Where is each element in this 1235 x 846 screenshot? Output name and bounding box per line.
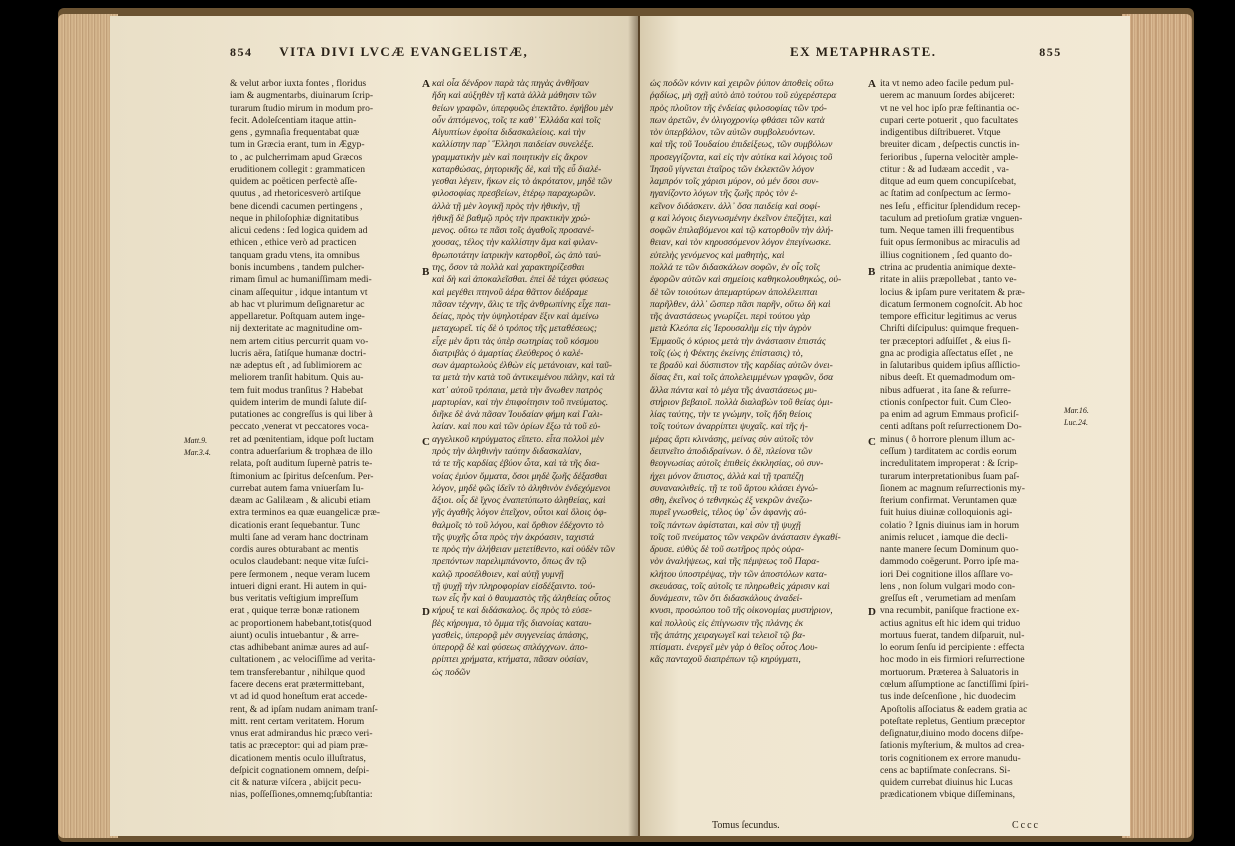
text-line: δυνάμεσιν, τῶν ὅτι διδασκάλους ἀναδεί- <box>650 593 803 605</box>
text-line: ceſſum ) tarditatem ac cordis eorum <box>880 445 1017 457</box>
text-line: centi adſtans poſt reſurrectionem Do- <box>880 421 1022 433</box>
text-line: τὸν ὑπερβάλον, τῶν αὐτῶν συμβολευόντων. <box>650 127 816 139</box>
text-line: νὸν ἀναλήψεως, καὶ τῆς πέμψεως τοῦ Παρα- <box>650 556 820 568</box>
text-line: alicui cedens : ſed logica quidem ad <box>230 225 368 237</box>
text-line: ῥᾳδίως, μὴ σχῇ αὐτὸ ἀπὸ τούτου τοῦ εὐχερέστερα <box>650 90 837 102</box>
text-line: εὐτελὴς γενόμενος καὶ μαθητὴς, καὶ <box>650 249 785 261</box>
text-line: ἠθικῇ δὲ βαθμῷ πρὸς τὴν πρακτικὴν χρώ- <box>432 212 591 224</box>
text-line: τε πρὸς τὴν ἀλήθειαν μετετίθεντο, καὶ οὐδὲν τῶν <box>432 544 615 556</box>
text-line: παρῆλθεν, ἀλλ᾽ ὥσπερ πᾶσι παρῆν, οὕτω δὴ καὶ <box>650 298 831 310</box>
text-line: ὑπερορᾷ δὲ καὶ φύσεως σπλάγχνων. ἀπο- <box>432 642 588 654</box>
text-line: nibus deeſt. Et quemadmodum om- <box>880 372 1016 384</box>
text-line: πρὸς πλοῦτον τῆς ἐνδείας φιλοσοφίας τῶν τρό- <box>650 102 827 114</box>
text-line: relata, poſt auditum ſupernè patris te- <box>230 458 373 470</box>
text-line: taculum ad pretioſum gratiæ vnguen- <box>880 212 1023 224</box>
text-line: neque in philoſophiæ dignitatibus <box>230 212 359 224</box>
left-page-header <box>230 44 528 60</box>
text-line: iam & augmentarbs, diuinarum ſcrip- <box>230 90 374 102</box>
text-line: aiunt) oculis intuebantur , & arre- <box>230 629 359 641</box>
text-line: ηγανίζοντο λόγων τῆς ζωῆς πρὸς τὸν ἐ- <box>650 188 798 200</box>
text-line: iori Dei cognitione illos aſſlare vo- <box>880 568 1013 580</box>
text-line: μετὰ Κλεόπα εἰς Ἱερουσαλὴμ εἰς τὴν ἀγρὸν <box>650 323 812 335</box>
text-line: πολλά τε τῶν διδασκάλων σοφῶν, ἐν οἷς τοῖς <box>650 261 821 273</box>
text-line: erat , quique terræ bonæ rationem <box>230 605 360 617</box>
text-line: cit & naturæ viſcera , abijcit pecu- <box>230 777 362 789</box>
text-line: τοῖς τούτων ἀναρρίπτει ψυχαῖς. καὶ τῆς ἡ- <box>650 421 808 433</box>
text-line: Apoſtolis aſſociatus & eadem gratia ac <box>880 703 1028 715</box>
text-line: μέρας ἄρτι κλινάσης, μείνας σὺν αὐτοῖς τὸν <box>650 433 814 445</box>
text-line: deſpicit cognationem omnem, deſpi- <box>230 764 370 776</box>
left-page <box>110 16 638 836</box>
text-line: mortuus fuerat, tandem diſparuit, nul- <box>880 629 1025 641</box>
text-line: πων ἀρετῶν, ἐν ὀλιγοχρονίῳ φθάσει τῶν κατὰ <box>650 114 825 126</box>
text-line: gna ac prodigia aſſectatus eſſet , ne <box>880 347 1013 359</box>
text-line: θρωποτάτην ἰατρικὴν κατορθοῖ, ὡς ἀπὸ ταύ- <box>432 249 602 261</box>
text-line: δὲ τῶν τοιούτων ἀπεμαρτύρων ἀπολέλειπται <box>650 286 818 298</box>
text-line: indigentibus diſtribueret. Vtque <box>880 127 1001 139</box>
text-line: ita vt nemo adeo facile pedum pul- <box>880 78 1014 89</box>
text-line: actius agnitus eſt hic idem qui triduo <box>880 617 1021 629</box>
left-marker-d: D <box>422 606 430 618</box>
text-line: extra terminos ea quæ euangelicæ præ- <box>230 507 380 519</box>
text-line: τῆς ἀναστάσεως γνωρίζει. περὶ τούτου γὰρ <box>650 311 811 323</box>
text-line: λαίαν. καὶ που καὶ τῶν ὁρίων ἔξω τὰ τοῦ εὐ- <box>432 421 601 433</box>
text-line: Ἰησοῦ γίγνεται ἑταῖρος τῶν ἐκλεκτῶν λόγον <box>650 163 815 175</box>
text-line: & velut arbor iuxta fontes , floridus <box>230 78 367 89</box>
text-line: μαρτυρίαν, καὶ τὴν ἐπιφοίτησιν τοῦ πνεύματος. <box>432 396 609 408</box>
text-line: lens , non ſolum vulgari modo con- <box>880 580 1016 592</box>
text-line: vt ad id quod honeſtum erat accede- <box>230 691 368 703</box>
left-marker-b: B <box>422 266 430 278</box>
text-line: δίσας ἔτι, καὶ τοῖς ἀπολελειμμένων γραφῶν, ὅσα <box>650 372 834 384</box>
text-line: τα μετὰ τὴν κατὰ τοῦ ἀντικειμένου πάλην, καὶ τὰ <box>432 372 615 384</box>
text-line: cens ac baptiſmate conſecrans. Si- <box>880 764 1011 776</box>
right-margin-note-2: Luc.24. <box>1064 418 1088 427</box>
text-line: στήριον βεβαιοῖ. πολλὰ διαλαβὼν τοῦ θείας ὁμι- <box>650 396 833 408</box>
text-line: ὡς ποδῶν κόνιν καὶ χειρῶν ῥύπον ἀποθεὶς οὕτω <box>650 78 834 89</box>
text-line: καὶ δὴ καὶ ἀποκαλεῖσθαι. ἐπεὶ δὲ τάχει φύσεως <box>432 274 609 286</box>
text-line: ſtimonium ac ſpiritus deſcenſum. Per- <box>230 470 374 482</box>
right-page <box>640 16 1130 836</box>
text-line: pa enim ad agrum Emmaus proficiſ- <box>880 409 1019 421</box>
text-line: ᾳ καὶ λόγοις διεγνωσμένην ἐκεῖνον ἐπεζήτει, καὶ <box>650 212 832 224</box>
text-line: gens , gymnaſia frequentabat quæ <box>230 127 360 139</box>
right-page-edges <box>1122 14 1192 838</box>
text-line: πρὸς τὴν ἀληθινὴν ταύτην διδασκαλίαν, <box>432 445 582 457</box>
text-line: peccato ,venerat vt peccatores voca- <box>230 421 369 433</box>
text-line: cœlum aſſumptione ac ſanctiſſimi ſpiri- <box>880 679 1029 691</box>
text-line: oculos claudebant: neque vitæ ſuſci- <box>230 556 369 568</box>
text-line: ctrina ac prudentia animique dexte- <box>880 261 1016 273</box>
text-line: σθη, ἐκεῖνος ὁ τεθνηκὼς ἐξ νεκρῶν ἀνεζω- <box>650 495 813 507</box>
text-line: tem fuit modus tranſitus ? Habebat <box>230 384 363 396</box>
text-line: ac ſtatim ad conſpectum ac ſermo- <box>880 188 1011 200</box>
text-line: προσεγγίζοντα, καὶ εἰς τὴν αὐτίκα καὶ λόγοις τοῦ <box>650 151 833 163</box>
text-line: illius cognitionem , ſed quanto do- <box>880 249 1013 261</box>
text-line: minus ( ô horrore plenum illum ac- <box>880 433 1015 445</box>
text-line: δρυσε. εὐθὺς δὲ τοῦ σωτῆρος πρὸς οὐρα- <box>650 544 804 556</box>
text-line: næ adeptus eſt , ad ſublimiorem ac <box>230 360 362 372</box>
text-line: cupari certe potuerit , quo facultates <box>880 114 1018 126</box>
text-line: nias, poſſeſſiones,omnemq;ſubſtantia: <box>230 789 373 801</box>
text-line: nibus adfuerat , ita ſane & reſurre- <box>880 384 1011 396</box>
text-line: πρεπόντων παρελιμπάνοντο, ὅπως ἂν τῷ <box>432 556 587 568</box>
text-line: λίας ταύτης, τὴν τε γνώμην, τοῖς ἤδη θείοις <box>650 409 812 421</box>
text-line: καὶ πολλοὺς εἰς ἐπίγνωσιν τῆς πλάνης ἐκ <box>650 617 804 629</box>
text-line: τῇ ψυχῇ τὴν πληροφορίαν εἰσδέξαιντο. τού- <box>432 580 596 592</box>
text-line: ſterium confirmat. Veruntamen quæ <box>880 495 1017 507</box>
right-margin-note-1: Mar.16. <box>1064 406 1089 415</box>
text-line: διῆκε δὲ ἀνὰ πᾶσαν Ἰουδαίαν φήμη καὶ Γαλι- <box>432 409 603 421</box>
text-line: uerem ac manuum ſordes abijceret: <box>880 90 1015 102</box>
text-line: ἐφορῶν αὐτῶν καὶ σημείοις καθηκολουθηκώς, οὐ- <box>650 274 842 286</box>
text-line: μενος. οὕτω τε πᾶσι τοῖς ἀγαθοῖς προσανέ- <box>432 225 595 237</box>
text-line: τοῖς (ὡς ἡ Φέκτης ἐκείνης ἐπίστασις) τὸ, <box>650 347 803 359</box>
text-line: δείας, πρὸς τὴν ὑψηλοτέραν ἕξιν καὶ ἀμείνω <box>432 311 599 323</box>
right-signature-mark: Cccc <box>1012 820 1040 831</box>
text-line: rimam ſimul ac humaniſſimam medi- <box>230 274 372 286</box>
text-line: mitt. rent certam veritatem. Horum <box>230 715 365 727</box>
left-marker-c: C <box>422 436 430 448</box>
right-marker-a: A <box>868 78 876 90</box>
text-line: intueri digni erant. Hi autem in qui- <box>230 580 367 592</box>
text-line: νοίας ἐμύον ὄμματα, ὅσοι μηδὲ ζωῆς δέξασθαι <box>432 470 608 482</box>
text-line: ab hac vt plurimum deſignaretur ac <box>230 298 365 310</box>
left-page-number: 854 <box>230 45 253 59</box>
text-line: quidem currebat diuinus hic Lucas <box>880 777 1013 789</box>
text-line: χουσας, τέλος τὴν καλλίστην ἅμα καὶ φιλαν- <box>432 237 598 249</box>
left-marker-a: A <box>422 78 430 90</box>
text-line: κᾶς πανταχοῦ διαπρέπων τῷ κηρύγματι, <box>650 654 801 666</box>
text-line: fecit. Adoleſcentiam itaque attin- <box>230 114 357 126</box>
text-line: bene dicendi cacumen pertingens , <box>230 200 363 212</box>
text-line: πᾶσαν τέχνην, ἅλις τε τῆς ἀνθρωπίνης εἶχε παι- <box>432 298 611 310</box>
text-line: dicatum ſermonem cognoſcit. Ab hoc <box>880 298 1023 310</box>
text-line: poteſtate repletus, Gentium præceptor <box>880 715 1025 727</box>
text-line: των εἷς ἦν καὶ ὁ θαυμαστὸς τῆς ἀληθείας οὗτος <box>432 593 611 605</box>
text-line: γραμματικὴν μὲν καὶ ποιητικὴν εἰς ἄκρον <box>432 151 588 163</box>
text-line: nante manere ſecum Dominum quo- <box>880 544 1019 556</box>
text-line: της, ὅσον τὰ πολλὰ καὶ χαρακτηρίζεσθαι <box>432 261 585 273</box>
text-line: cordis aures obturabant ac mentis <box>230 544 359 556</box>
left-margin-note-1: Matt.9. <box>184 436 208 445</box>
text-line: πυρεῖ γνωσθεὶς, τέλος ὑφ᾽ ὧν ἀφανὴς αὐ- <box>650 507 807 519</box>
text-line: vnus erat admirandus hic præco veri- <box>230 728 373 740</box>
text-line: fuit opus ſermonibus ac miraculis ad <box>880 237 1020 249</box>
text-line: ἤδη καὶ αὐξηθὲν τῇ κατὰ ἀλλὰ μάθησιν τῶν <box>432 90 597 102</box>
right-page-number: 855 <box>1039 45 1062 59</box>
text-line: vna recumbit, paniſque fractione ex- <box>880 605 1020 617</box>
text-line: ctitur : & ad Iudæam accedit , va- <box>880 163 1009 175</box>
text-line: lucris aëra, ſatiſque humanæ doctri- <box>230 347 367 359</box>
text-line: κνυσι, προσώπου τοῦ τῆς οἰκονομίας μυστήριον, <box>650 605 833 617</box>
right-marker-b: B <box>868 266 876 278</box>
text-line: tempore efficitur legitimus ac verus <box>880 311 1017 323</box>
text-line: nij dexteritate ac magnitudine om- <box>230 323 363 335</box>
text-line: σων ἁμαρτωλοὺς ἐλθὼν εἰς μετάνοιαν, καὶ ταῦ- <box>432 360 612 372</box>
text-line: ſationis myſterium, & multos ad crea- <box>880 740 1025 752</box>
text-line: in ſalutaribus quidem ipſius aſſlictio- <box>880 360 1021 372</box>
right-greek-column <box>650 78 864 667</box>
text-line: turarum ſtudio mirum in modum pro- <box>230 102 374 114</box>
text-line: lo eorum ſenſu id percipiente : effecta <box>880 642 1025 654</box>
text-line: ἄξιοι. οἷς δὲ ἴχνος ἐναπετύπωτο ἀληθείας, καὶ <box>432 495 606 507</box>
text-line: animis relucet , iamque die decli- <box>880 531 1008 543</box>
text-line: οὖν ἁπτόμενος, τοῖς τε καθ᾽ Ἑλλάδα καὶ τοῖς <box>432 114 601 126</box>
text-line: θειαν, καὶ τὸν κηρυσσόμενον λόγον ἐπεγίνωσκε. <box>650 237 832 249</box>
text-line: vt ne vel hoc ipſo præ feſtinantia oc- <box>880 102 1020 114</box>
text-line: quutus , ad rhetoricesverò artiſque <box>230 188 361 200</box>
right-footer-tome: Tomus ſecundus. <box>712 820 780 831</box>
text-line: tanquam gradu vtens, ita omnibus <box>230 249 360 261</box>
text-line: quidem interim de mundi ſalute diſ- <box>230 396 367 408</box>
text-line: mortuorum. Præterea à Saluatoris in <box>880 666 1019 678</box>
text-line: Αἰγυπτίων ἐφοίτα διδασκαλείοις. καὶ τὴν <box>432 127 586 139</box>
text-line: Chriſti diſcipulus: quimque frequen- <box>880 323 1019 335</box>
text-line: tum. Neque tamen illi frequentibus <box>880 225 1015 237</box>
text-line: tum in Græcia erant, tum in Ægyp- <box>230 139 365 151</box>
text-line: tus inde deſcenſione , hic duodecim <box>880 691 1016 703</box>
text-line: ρρίπτει χρήματα, κτήματα, πᾶσαν οὐσίαν, <box>432 654 589 666</box>
text-line: dæam ac Galilæam , & alicubi etiam <box>230 495 371 507</box>
text-line: λόγον, μηδὲ φῶς ἰδεῖν τὸ ἀληθινὸν ἐνδεχόμενοι <box>432 482 611 494</box>
text-line: ſionem ac magnum reſurrectionis my- <box>880 482 1025 494</box>
text-line: τά τε τῆς καρδίας ἐβύον ὦτα, καὶ τὰ τῆς δια- <box>432 458 600 470</box>
text-line: deſignatur,diuino modo docens diſpe- <box>880 728 1024 740</box>
text-line: ἀλλὰ τῇ μὲν λογικῇ πρὸς τὴν ἠθικὴν, τῇ <box>432 200 580 212</box>
text-line: τῆς ψυχῆς ὦτα πρὸς τὴν ἀκρόασιν, ταχιστά <box>432 531 595 543</box>
left-page-edges <box>58 14 118 838</box>
text-line: ἄλλα πάντα καὶ τὸ μέγα τῆς ἀναστάσεως μυ- <box>650 384 817 396</box>
text-line: καὶ οἷα δένδρον παρὰ τὰς πηγὰς ἀνθῆσαν <box>432 78 589 89</box>
text-line: pere ſermonem , neque veram lucem <box>230 568 371 580</box>
text-line: dammodo coëgerunt. Porro ipſe ma- <box>880 556 1019 568</box>
text-line: φιλοσοφίας πρεσβείων, ἑτέρῳ παραχωρῶν. <box>432 188 596 200</box>
text-line: εἶχε μὲν ἄρτι τὰς ὑπὲρ σωτηρίας τοῦ κόσμου <box>432 335 599 347</box>
text-line: ὡς ποδῶν <box>432 666 471 678</box>
text-line: ctionis conſpector fuit. Cum Cleo- <box>880 396 1012 408</box>
text-line: θείων γραφῶν, ὑπερφυῶς ἐπεκτᾶτο. ἐφήβου μὲν <box>432 102 614 114</box>
text-line: nem artem citius percurrit quam vo- <box>230 335 369 347</box>
text-line: γεσθαι λέγειν, ἥκων εἰς τὸ ἀκρότατον, μηδὲ τῶν <box>432 176 612 188</box>
text-line: greſſus eſt , verumetiam ad menſam <box>880 593 1016 605</box>
right-latin-column <box>880 78 1058 802</box>
text-line: κεῖνον διδάσκειν. ἀλλ᾽ ὅσα παιδείᾳ καὶ σοφί- <box>650 200 821 212</box>
text-line: τῆς ἀπάτης χειραγωγεῖ καὶ τελειοῖ τῷ βα- <box>650 629 806 641</box>
text-line: καὶ μεγέθει πτηνοῦ ἀέρα θᾶττον διέδραμε <box>432 286 588 298</box>
text-line: dicationis erant ſequebantur. Tunc <box>230 519 361 531</box>
text-line: θεογνωσίας αὐτοῖς ἐπιθεὶς ἐκκλησίας, οὐ συν- <box>650 458 824 470</box>
left-margin-note-2: Mar.3.4. <box>184 448 211 457</box>
text-line: ditque ad eum quem concupiſcebat, <box>880 176 1017 188</box>
text-line: σοφῶν ἐπιλαβόμενοι καὶ τῷ κατορθοῦν τὴν ἀλή- <box>650 225 834 237</box>
text-line: incredulitatem improperat : & ſcrip- <box>880 458 1018 470</box>
text-line: tem transferebantur , nihilque quod <box>230 666 366 678</box>
text-line: to , ac pulcherrimam apud Græcos <box>230 151 363 163</box>
text-line: καλῷ προσέλθοιεν, καὶ αὐτῇ γυμνῇ <box>432 568 564 580</box>
text-line: ret ad pœnitentiam, idque poſt luctam <box>230 433 374 445</box>
text-line: ritate in aliis præpollebat , tanto ve- <box>880 274 1017 286</box>
text-line: putationes ac congreſſus is qui liber à <box>230 409 373 421</box>
right-marker-d: D <box>868 606 876 618</box>
text-line: καταρθώσας, ῥητορικῆς δὲ, καὶ τῆς εὖ διαλέ- <box>432 163 602 175</box>
text-line: nes Ieſu , efficitur ſplendidum recep- <box>880 200 1021 212</box>
text-line: συνανακλιθείς. τῇ τε τοῦ ἄρτου κλάσει ἐγνώ- <box>650 482 818 494</box>
text-line: meliorem tranſit habitum. Quis au- <box>230 372 364 384</box>
text-line: καλλίστην παρ᾽ Ἕλλησι παιδείαν συνελέξε. <box>432 139 594 151</box>
text-line: καὶ τῆς τοῦ Ἰουδαίου ἐπιδείξεως, τῶν συμβόλων <box>650 139 833 151</box>
text-line: γῆς ἀγαθῆς λόγον ἐπεῖχον, οὗτοι καὶ ὅλοις ὀφ- <box>432 507 607 519</box>
text-line: ferioribus , ſuperna velocitèr ample- <box>880 151 1019 163</box>
text-line: κήρυξ τε καὶ διδάσκαλος. ὃς πρὸς τὸ εὐσε- <box>432 605 592 617</box>
text-line: ήχει μόνον ἄπιστος, ἀλλὰ καὶ τῇ τραπέζῃ <box>650 470 804 482</box>
text-line: κατ᾽ αὐτοῦ τρόπαια, μετὰ τὴν ἄνωθεν πατρὸς <box>432 384 603 396</box>
left-running-head: VITA DIVI LVCÆ EVANGELISTÆ, <box>279 44 529 59</box>
text-line: αγγελικοῦ κηρύγματος εἵπετο. εἶτα πολλοὶ μὲν <box>432 433 604 445</box>
right-page-header <box>790 44 1062 60</box>
text-line: contra aduerſarium & trophæa de illo <box>230 445 373 457</box>
text-line: θαλμοῖς τὸ τοῦ λόγου, καὶ ὄρθιον ἐδέχοντο τὸ <box>432 519 604 531</box>
right-running-head: EX METAPHRASTE. <box>790 44 937 59</box>
text-line: γασθεὶς, ὑπερορᾷ μὲν συγγενείας ἁπάσης, <box>432 629 589 641</box>
text-line: locius & ipſam pure veritatem & præ- <box>880 286 1025 298</box>
text-line: τοῖς τοῦ πνεύματος τῶν νεκρῶν ἀνάστασιν ἐγκαθί- <box>650 531 841 543</box>
text-line: ethicen , ethice verò ad practicen <box>230 237 357 249</box>
text-line: rent, & ad ipſam nudam animam tranſ- <box>230 703 378 715</box>
text-line: λαμπρόν τοῖς χάρισι μύρον, οὐ μέν ὅσοι συν- <box>650 176 819 188</box>
text-line: fuit huius diuinæ colloquionis agi- <box>880 507 1013 519</box>
text-line: appellaretur. Poſtquam autem inge- <box>230 311 365 323</box>
text-line: cinam aſſequitur , idque intantum vt <box>230 286 368 298</box>
text-line: σκευάσας, τοῖς αὐτοῖς τε πληρωθεὶς χάρισιν καὶ <box>650 580 830 592</box>
text-line: tatis ac præceptor: qui ad piam præ- <box>230 740 369 752</box>
text-line: ter præceptori adſuiſſet , & eius ſi- <box>880 335 1011 347</box>
text-line: multi ſane ad veram hanc doctrinam <box>230 531 369 543</box>
text-line: dicationem mentis oculo illuſtratus, <box>230 752 366 764</box>
text-line: facere decens erat prætermittebant, <box>230 679 365 691</box>
text-line: quidem ac poëticen perfectè aſſe- <box>230 176 358 188</box>
text-line: ac proportionem habebant,totis(quod <box>230 617 372 629</box>
text-line: bonis incumbens , tandem pulcher- <box>230 261 365 273</box>
text-line: Ἐμμαοῦς ὁ κύριος μετὰ τὴν ἀνάστασιν ἐπιστάς <box>650 335 826 347</box>
text-line: breuiter dicam , deſpectis cunctis in- <box>880 139 1020 151</box>
text-line: πτίσματι. ἐνεργεῖ μὲν γὰρ ὁ θεῖος οὗτος Λου- <box>650 642 818 654</box>
text-line: τε βραδὺ καὶ δύσπιστον τῆς καρδίας αὐτῶν ὀνει- <box>650 360 833 372</box>
left-greek-column <box>432 78 637 679</box>
text-line: prædicationem vbique diſſeminans, <box>880 789 1016 801</box>
text-line: bus veritatis veſtigium impreſſum <box>230 593 359 605</box>
text-line: ctas adhibebant animæ aures ad auſ- <box>230 642 369 654</box>
text-line: turarum interpretationibus ſuam paſ- <box>880 470 1020 482</box>
text-line: eruditionem collegit : grammaticen <box>230 163 366 175</box>
text-line: δειπνεῖτο ἀποδιδραίνων. ὁ δὲ, πλείονα τῶν <box>650 445 813 457</box>
text-line: currebat autem fama vniuerſam Iu- <box>230 482 364 494</box>
text-line: toris cognitionem ex errore manudu- <box>880 752 1021 764</box>
text-line: μεταχωρεῖ. τίς δὲ ὁ τρόπος τῆς μεταθέσεως; <box>432 323 598 335</box>
text-line: cultationem , ac velociſſime ad verita- <box>230 654 376 666</box>
text-line: colatio ? Ignis diuinus iam in horum <box>880 519 1020 531</box>
text-line: διατριβὰς ὁ ἁμαρτίας ἐλεύθερος ὁ καλέ- <box>432 347 584 359</box>
left-latin-column <box>230 78 420 802</box>
text-line: κλήτου ὑποστρέψας, τὴν τῶν ἀποστόλων κατα- <box>650 568 827 580</box>
text-line: βὲς κήρυγμα, τὸ ὄμμα τῆς διανοίας καταυ- <box>432 617 592 629</box>
right-marker-c: C <box>868 436 876 448</box>
text-line: τοῖς πάντων ἀφίσταται, καὶ σὺν τῇ ψυχῇ <box>650 519 801 531</box>
text-line: hoc modo in eis firmiori reſurrectione <box>880 654 1025 666</box>
